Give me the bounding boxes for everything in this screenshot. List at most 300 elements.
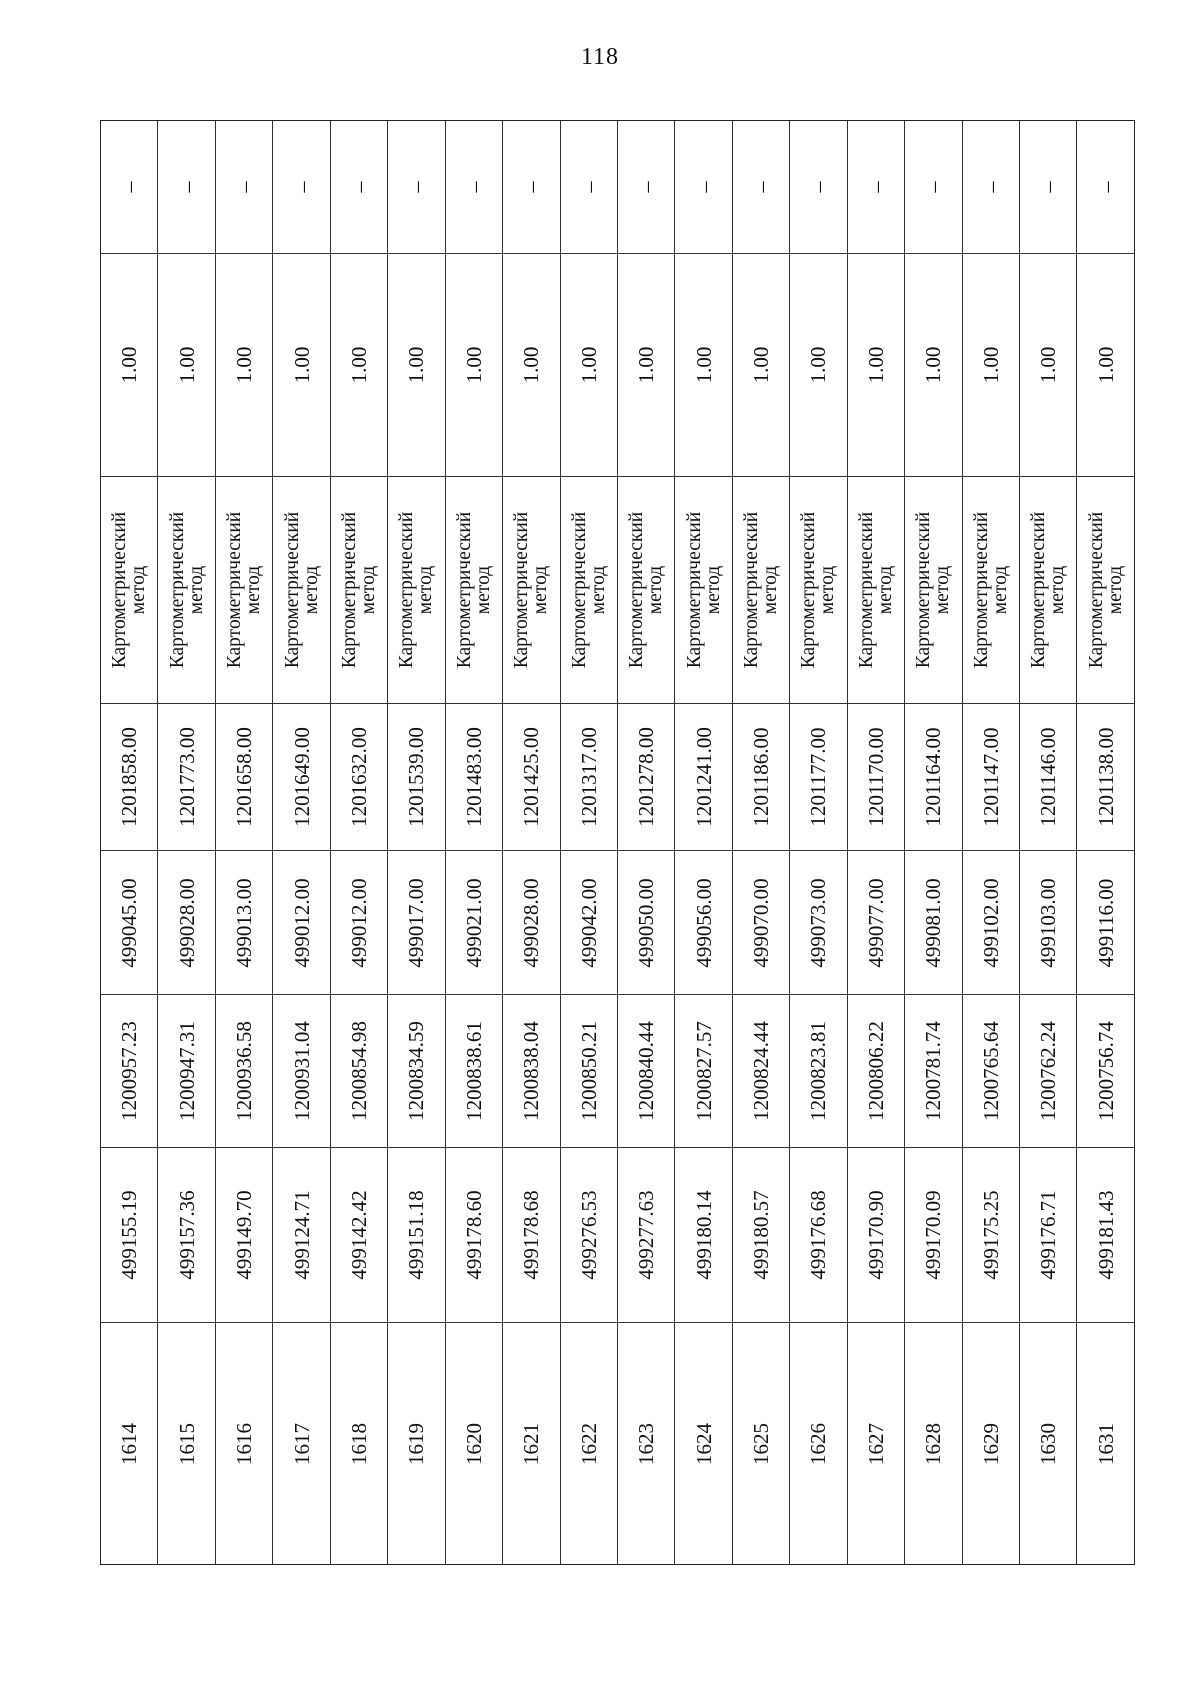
x-coord-2-cell <box>790 850 846 994</box>
x-coord-1-text: 499176.68 <box>806 1190 831 1280</box>
y-coord-1-text: 1200931.04 <box>289 1021 314 1121</box>
accuracy-text: 1.00 <box>519 346 544 384</box>
point-id-text: 1625 <box>749 1422 774 1465</box>
accuracy-cell <box>503 253 559 476</box>
x-coord-1-cell <box>446 1147 502 1322</box>
note-text: – <box>1093 181 1119 193</box>
x-coord-2-cell <box>101 850 157 994</box>
note-cell <box>216 121 272 253</box>
note-text: – <box>518 181 544 193</box>
method-cell <box>733 476 789 703</box>
note-cell <box>101 121 157 253</box>
method-line-1: Картометрический <box>109 511 131 669</box>
note-cell <box>503 121 559 253</box>
table-row <box>674 121 731 1564</box>
method-cell <box>216 476 272 703</box>
y-coord-1-text: 1200838.61 <box>461 1021 486 1121</box>
point-id-cell <box>503 1322 559 1564</box>
note-text: – <box>691 181 717 193</box>
y-coord-1-cell <box>101 994 157 1147</box>
method-cell <box>790 476 846 703</box>
x-coord-1-text: 499170.90 <box>863 1190 888 1280</box>
x-coord-2-text: 499042.00 <box>576 877 601 968</box>
method-line-2: метод <box>645 565 667 615</box>
accuracy-cell <box>618 253 674 476</box>
x-coord-1-text: 499178.60 <box>461 1190 486 1280</box>
x-coord-1-text: 499149.70 <box>232 1190 257 1280</box>
method-text <box>1087 512 1125 668</box>
method-line-2: метод <box>989 565 1011 615</box>
accuracy-text: 1.00 <box>404 346 429 384</box>
y-coord-2-text: 1201658.00 <box>232 727 257 827</box>
y-coord-2-cell <box>503 703 559 850</box>
x-coord-1-cell <box>963 1147 1019 1322</box>
point-id-cell <box>618 1322 674 1564</box>
x-coord-1-text: 499155.19 <box>117 1190 142 1280</box>
x-coord-2-cell <box>1020 850 1076 994</box>
table-row <box>215 121 272 1564</box>
point-id-text: 1622 <box>576 1422 601 1465</box>
point-id-cell <box>158 1322 214 1564</box>
x-coord-2-text: 499056.00 <box>691 877 716 968</box>
x-coord-1-text: 499180.57 <box>749 1190 774 1280</box>
accuracy-cell <box>331 253 387 476</box>
y-coord-2-text: 1201147.00 <box>978 727 1003 827</box>
accuracy-text: 1.00 <box>978 346 1003 384</box>
method-text <box>455 512 493 668</box>
x-coord-1-cell <box>561 1147 617 1322</box>
accuracy-text: 1.00 <box>749 346 774 384</box>
x-coord-2-text: 499077.00 <box>863 877 888 968</box>
accuracy-text: 1.00 <box>576 346 601 384</box>
method-line-2: метод <box>1047 565 1069 615</box>
x-coord-2-text: 499013.00 <box>232 877 257 968</box>
x-coord-1-text: 499151.18 <box>404 1190 429 1280</box>
note-text: – <box>863 181 889 193</box>
method-line-1: Картометрический <box>970 511 992 669</box>
accuracy-cell <box>905 253 961 476</box>
x-coord-1-cell <box>675 1147 731 1322</box>
method-line-2: метод <box>932 565 954 615</box>
table-row <box>732 121 789 1564</box>
note-cell <box>905 121 961 253</box>
x-coord-2-text: 499021.00 <box>461 877 486 968</box>
x-coord-1-cell <box>101 1147 157 1322</box>
method-cell <box>446 476 502 703</box>
method-cell <box>848 476 904 703</box>
method-cell <box>273 476 329 703</box>
method-text <box>799 512 837 668</box>
note-text: – <box>231 181 257 193</box>
x-coord-1-cell <box>503 1147 559 1322</box>
x-coord-2-cell <box>388 850 444 994</box>
accuracy-cell <box>733 253 789 476</box>
method-cell <box>158 476 214 703</box>
method-cell <box>101 476 157 703</box>
x-coord-1-cell <box>1077 1147 1133 1322</box>
method-cell <box>963 476 1019 703</box>
y-coord-2-cell <box>848 703 904 850</box>
y-coord-1-cell <box>331 994 387 1147</box>
x-coord-1-cell <box>273 1147 329 1322</box>
method-line-1: Картометрический <box>453 511 475 669</box>
x-coord-2-text: 499050.00 <box>634 877 659 968</box>
accuracy-cell <box>158 253 214 476</box>
x-coord-1-cell <box>905 1147 961 1322</box>
accuracy-text: 1.00 <box>921 346 946 384</box>
x-coord-2-text: 499012.00 <box>346 877 371 968</box>
y-coord-2-text: 1201483.00 <box>461 727 486 827</box>
y-coord-2-text: 1201146.00 <box>1036 727 1061 827</box>
y-coord-1-text: 1200823.81 <box>806 1021 831 1121</box>
table-row <box>847 121 904 1564</box>
table-row <box>101 121 157 1564</box>
accuracy-cell <box>446 253 502 476</box>
point-id-text: 1623 <box>634 1422 659 1465</box>
method-text <box>168 512 206 668</box>
x-coord-2-cell <box>733 850 789 994</box>
accuracy-cell <box>273 253 329 476</box>
point-id-cell <box>446 1322 502 1564</box>
accuracy-text: 1.00 <box>691 346 716 384</box>
x-coord-1-text: 499124.71 <box>289 1190 314 1280</box>
x-coord-2-cell <box>446 850 502 994</box>
method-cell <box>1077 476 1133 703</box>
method-line-2: метод <box>587 565 609 615</box>
y-coord-2-cell <box>273 703 329 850</box>
x-coord-2-text: 499103.00 <box>1036 877 1061 968</box>
point-id-cell <box>963 1322 1019 1564</box>
method-cell <box>503 476 559 703</box>
method-line-2: метод <box>185 565 207 615</box>
y-coord-1-text: 1200838.04 <box>519 1021 544 1121</box>
method-cell <box>675 476 731 703</box>
method-line-2: метод <box>357 565 379 615</box>
table-row <box>789 121 846 1564</box>
note-text: – <box>978 181 1004 193</box>
point-id-text: 1620 <box>461 1422 486 1465</box>
note-cell <box>388 121 444 253</box>
x-coord-1-text: 499175.25 <box>978 1190 1003 1280</box>
table-row <box>1019 121 1076 1564</box>
note-cell <box>848 121 904 253</box>
method-text <box>512 512 550 668</box>
method-line-1: Картометрический <box>223 511 245 669</box>
y-coord-2-cell <box>1020 703 1076 850</box>
x-coord-1-text: 499178.68 <box>519 1190 544 1280</box>
method-line-1: Картометрический <box>855 511 877 669</box>
note-text: – <box>805 181 831 193</box>
y-coord-1-text: 1200756.74 <box>1093 1021 1118 1121</box>
method-line-2: метод <box>817 565 839 615</box>
x-coord-2-text: 499028.00 <box>174 877 199 968</box>
y-coord-2-text: 1201164.00 <box>921 727 946 827</box>
table-row <box>962 121 1019 1564</box>
y-coord-2-text: 1201858.00 <box>117 727 142 827</box>
method-text <box>972 512 1010 668</box>
point-id-text: 1621 <box>519 1422 544 1465</box>
point-id-cell <box>561 1322 617 1564</box>
accuracy-text: 1.00 <box>346 346 371 384</box>
method-cell <box>1020 476 1076 703</box>
coordinates-table <box>100 120 1135 1565</box>
x-coord-2-cell <box>561 850 617 994</box>
accuracy-cell <box>675 253 731 476</box>
method-text <box>684 512 722 668</box>
accuracy-cell <box>101 253 157 476</box>
note-text: – <box>748 181 774 193</box>
x-coord-1-text: 499277.63 <box>634 1190 659 1280</box>
note-text: – <box>403 181 429 193</box>
x-coord-1-cell <box>216 1147 272 1322</box>
method-cell <box>561 476 617 703</box>
x-coord-1-cell <box>388 1147 444 1322</box>
y-coord-2-cell <box>963 703 1019 850</box>
method-text <box>282 512 320 668</box>
method-text <box>340 512 378 668</box>
x-coord-2-text: 499012.00 <box>289 877 314 968</box>
note-cell <box>1020 121 1076 253</box>
x-coord-2-cell <box>1077 850 1133 994</box>
y-coord-2-cell <box>101 703 157 850</box>
y-coord-2-cell <box>905 703 961 850</box>
y-coord-2-cell <box>331 703 387 850</box>
point-id-cell <box>101 1322 157 1564</box>
accuracy-cell <box>790 253 846 476</box>
x-coord-2-cell <box>158 850 214 994</box>
x-coord-2-cell <box>618 850 674 994</box>
method-text <box>627 512 665 668</box>
method-line-2: метод <box>300 565 322 615</box>
x-coord-2-text: 499073.00 <box>806 877 831 968</box>
y-coord-1-cell <box>963 994 1019 1147</box>
y-coord-1-text: 1200947.31 <box>174 1021 199 1121</box>
y-coord-2-text: 1201278.00 <box>634 727 659 827</box>
x-coord-1-cell <box>1020 1147 1076 1322</box>
accuracy-text: 1.00 <box>174 346 199 384</box>
y-coord-1-cell <box>790 994 846 1147</box>
point-id-text: 1624 <box>691 1422 716 1465</box>
method-cell <box>331 476 387 703</box>
y-coord-2-cell <box>618 703 674 850</box>
y-coord-1-cell <box>1077 994 1133 1147</box>
method-text <box>570 512 608 668</box>
note-cell <box>675 121 731 253</box>
y-coord-2-cell <box>216 703 272 850</box>
x-coord-1-cell <box>848 1147 904 1322</box>
x-coord-1-cell <box>790 1147 846 1322</box>
point-id-text: 1626 <box>806 1422 831 1465</box>
y-coord-1-text: 1200840.44 <box>634 1021 659 1121</box>
x-coord-1-text: 499157.36 <box>174 1190 199 1280</box>
point-id-cell <box>331 1322 387 1564</box>
note-cell <box>963 121 1019 253</box>
note-text: – <box>920 181 946 193</box>
y-coord-1-cell <box>618 994 674 1147</box>
y-coord-1-text: 1200827.57 <box>691 1021 716 1121</box>
method-line-2: метод <box>128 565 150 615</box>
point-id-text: 1629 <box>978 1422 1003 1465</box>
method-line-1: Картометрический <box>338 511 360 669</box>
note-cell <box>790 121 846 253</box>
point-id-text: 1617 <box>289 1422 314 1465</box>
accuracy-cell <box>1020 253 1076 476</box>
x-coord-2-text: 499102.00 <box>978 877 1003 968</box>
method-line-1: Картометрический <box>281 511 303 669</box>
point-id-cell <box>790 1322 846 1564</box>
method-cell <box>618 476 674 703</box>
y-coord-1-cell <box>561 994 617 1147</box>
method-line-1: Картометрический <box>1085 511 1107 669</box>
accuracy-text: 1.00 <box>117 346 142 384</box>
y-coord-2-text: 1201241.00 <box>691 727 716 827</box>
x-coord-1-text: 499276.53 <box>576 1190 601 1280</box>
table-row <box>445 121 502 1564</box>
y-coord-1-text: 1200824.44 <box>749 1021 774 1121</box>
table-row <box>904 121 961 1564</box>
point-id-cell <box>848 1322 904 1564</box>
y-coord-1-cell <box>503 994 559 1147</box>
note-cell <box>561 121 617 253</box>
y-coord-1-cell <box>1020 994 1076 1147</box>
method-line-1: Картометрический <box>913 511 935 669</box>
accuracy-text: 1.00 <box>232 346 257 384</box>
x-coord-1-text: 499181.43 <box>1093 1190 1118 1280</box>
x-coord-2-cell <box>963 850 1019 994</box>
y-coord-1-cell <box>273 994 329 1147</box>
y-coord-1-text: 1200762.24 <box>1036 1021 1061 1121</box>
y-coord-1-cell <box>733 994 789 1147</box>
method-text <box>397 512 435 668</box>
method-text <box>110 512 148 668</box>
point-id-text: 1631 <box>1093 1422 1118 1465</box>
point-id-text: 1619 <box>404 1422 429 1465</box>
x-coord-2-cell <box>273 850 329 994</box>
method-line-2: метод <box>874 565 896 615</box>
method-line-1: Картометрический <box>1028 511 1050 669</box>
point-id-text: 1616 <box>232 1422 257 1465</box>
method-line-2: метод <box>760 565 782 615</box>
y-coord-1-text: 1200850.21 <box>576 1021 601 1121</box>
x-coord-1-text: 499170.09 <box>921 1190 946 1280</box>
table-grid <box>100 120 1135 1565</box>
table-row <box>617 121 674 1564</box>
method-line-2: метод <box>415 565 437 615</box>
note-text: – <box>1035 181 1061 193</box>
y-coord-1-text: 1200936.58 <box>232 1021 257 1121</box>
y-coord-2-text: 1201425.00 <box>519 727 544 827</box>
note-cell <box>446 121 502 253</box>
point-id-text: 1614 <box>117 1422 142 1465</box>
method-text <box>914 512 952 668</box>
y-coord-2-text: 1201632.00 <box>346 727 371 827</box>
y-coord-2-text: 1201170.00 <box>863 727 888 827</box>
note-cell <box>158 121 214 253</box>
x-coord-2-cell <box>905 850 961 994</box>
y-coord-2-text: 1201177.00 <box>806 727 831 827</box>
point-id-cell <box>675 1322 731 1564</box>
table-row <box>387 121 444 1564</box>
method-line-2: метод <box>1104 565 1126 615</box>
y-coord-1-text: 1200834.59 <box>404 1021 429 1121</box>
x-coord-1-cell <box>733 1147 789 1322</box>
method-line-1: Картометрический <box>740 511 762 669</box>
note-cell <box>618 121 674 253</box>
y-coord-2-cell <box>561 703 617 850</box>
point-id-cell <box>216 1322 272 1564</box>
note-cell <box>733 121 789 253</box>
x-coord-1-cell <box>618 1147 674 1322</box>
y-coord-2-cell <box>1077 703 1133 850</box>
y-coord-2-text: 1201138.00 <box>1093 727 1118 827</box>
x-coord-1-text: 499180.14 <box>691 1190 716 1280</box>
table-row <box>330 121 387 1564</box>
note-text: – <box>288 181 314 193</box>
method-text <box>742 512 780 668</box>
note-cell <box>273 121 329 253</box>
point-id-cell <box>1020 1322 1076 1564</box>
y-coord-1-text: 1200957.23 <box>117 1021 142 1121</box>
x-coord-2-cell <box>216 850 272 994</box>
point-id-text: 1627 <box>863 1422 888 1465</box>
x-coord-2-text: 499081.00 <box>921 877 946 968</box>
x-coord-1-cell <box>331 1147 387 1322</box>
method-line-1: Картометрический <box>396 511 418 669</box>
accuracy-text: 1.00 <box>634 346 659 384</box>
table-row <box>1076 121 1133 1564</box>
point-id-cell <box>905 1322 961 1564</box>
y-coord-2-cell <box>675 703 731 850</box>
y-coord-1-cell <box>446 994 502 1147</box>
y-coord-1-cell <box>216 994 272 1147</box>
y-coord-2-cell <box>790 703 846 850</box>
y-coord-1-text: 1200854.98 <box>346 1021 371 1121</box>
y-coord-1-cell <box>905 994 961 1147</box>
note-text: – <box>346 181 372 193</box>
accuracy-text: 1.00 <box>1036 346 1061 384</box>
method-line-2: метод <box>530 565 552 615</box>
table-row <box>272 121 329 1564</box>
x-coord-2-text: 499070.00 <box>749 877 774 968</box>
y-coord-1-cell <box>848 994 904 1147</box>
method-line-1: Картометрический <box>798 511 820 669</box>
method-line-1: Картометрический <box>511 511 533 669</box>
point-id-text: 1628 <box>921 1422 946 1465</box>
accuracy-text: 1.00 <box>461 346 486 384</box>
y-coord-2-text: 1201649.00 <box>289 727 314 827</box>
method-text <box>225 512 263 668</box>
y-coord-1-text: 1200781.74 <box>921 1021 946 1121</box>
note-cell <box>331 121 387 253</box>
x-coord-1-text: 499142.42 <box>346 1190 371 1280</box>
point-id-text: 1618 <box>346 1422 371 1465</box>
point-id-cell <box>1077 1322 1133 1564</box>
y-coord-2-text: 1201539.00 <box>404 727 429 827</box>
note-text: – <box>116 181 142 193</box>
y-coord-1-text: 1200765.64 <box>978 1021 1003 1121</box>
y-coord-2-cell <box>733 703 789 850</box>
y-coord-1-text: 1200806.22 <box>863 1021 888 1121</box>
y-coord-2-text: 1201773.00 <box>174 727 199 827</box>
note-text: – <box>461 181 487 193</box>
x-coord-2-cell <box>331 850 387 994</box>
accuracy-text: 1.00 <box>806 346 831 384</box>
note-text: – <box>576 181 602 193</box>
method-text <box>1029 512 1067 668</box>
point-id-cell <box>388 1322 444 1564</box>
method-line-1: Картометрический <box>568 511 590 669</box>
table-row <box>502 121 559 1564</box>
